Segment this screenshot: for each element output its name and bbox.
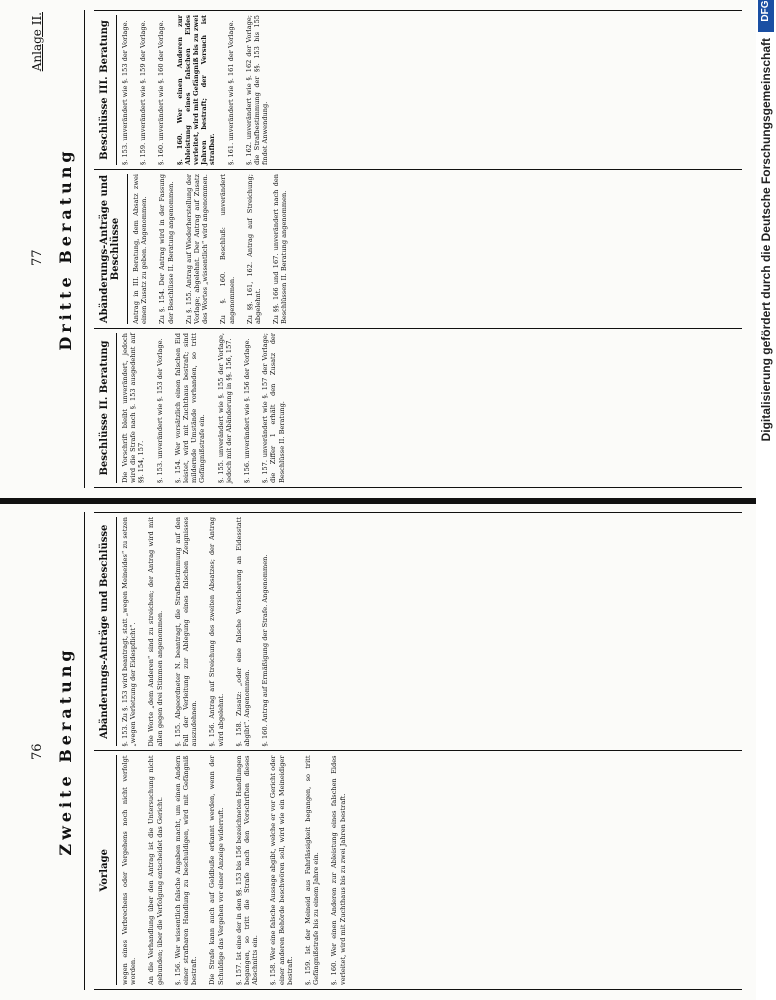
text-entry: §. 160. unverändert wie §. 160 der Vorlage. (157, 20, 166, 165)
page-divider (0, 498, 760, 504)
watermark-text: Digitalisierung gefördert durch die Deutsche Forschungsgemeinschaft (759, 38, 773, 442)
text-entry: Zu §§. 166 und 167. unverändert nach den Beschlüssen II. Beratung angenommen. (272, 174, 289, 324)
column-header: Beschlüsse II. Beratung (94, 333, 117, 483)
right-column-beschluesse-iii (94, 10, 742, 169)
left-column-vorlage (94, 751, 742, 990)
anlage-label: Anlage II. (30, 12, 44, 72)
text-entry: §. 162. unverändert wie §. 162 der Vorlage; die Strafbestimmung der §§. 153 bis 155 findet Anwendung. (244, 15, 270, 165)
column-header: Vorlage (94, 756, 117, 986)
right-columns (94, 10, 742, 488)
text-entry: Die Vorschrift bleibt unverändert, jedoch wird die Strafe nach §. 153 ausgedehnt auf §§. 154, 157. (121, 333, 146, 483)
text-entry: §. 157. Ist eine der in den §§. 153 bis 156 bezeichneten Handlungen begangen, so tritt die Strafe nach den Vorschriften dieses Abschnitts ein. (234, 755, 260, 985)
text-entry: §. 161. unverändert wie §. 161 der Vorlage. (226, 20, 235, 165)
right-column-antraege (94, 169, 742, 328)
text-entry: §. 156. unverändert wie §. 156 der Vorlage. (243, 338, 252, 483)
column-body (117, 756, 357, 986)
text-entry: Zu §. 160. Beschluß: unverändert angenommen. (219, 174, 236, 324)
left-section-title: Zweite Beratung (56, 646, 75, 856)
dfg-watermark-strip (756, 0, 776, 1000)
left-page (0, 502, 760, 1000)
column-header: Beschlüsse III. Beratung (94, 15, 117, 165)
column-body (117, 333, 296, 483)
text-entry: §. 159. Ist der Meineid aus Fahrlässigkeit begangen, so tritt Gefängnißstrafe bis zu einem Jahre ein. (304, 755, 321, 985)
text-entry: §. 160. Wer einen Anderen zur Ableistung eines falschen Eides verleitet, wird mit Gefängniß bis zu zwei Jahren bestraft; der Versuch ist strafbar. (175, 15, 217, 165)
text-entry: §. 153. Zu §. 153 wird beantragt, statt „wegen Meineides“ zu setzen „wegen Verletzung der Eidespflicht“. (121, 517, 138, 747)
watermark-text-container (756, 0, 776, 990)
text-entry: wegen eines Verbrechens oder Vergehens noch nicht verfolgt worden. (121, 755, 138, 985)
column-header: Abänderungs-Anträge und Beschlüsse (94, 517, 117, 747)
text-entry: §. 153. unverändert wie §. 153 der Vorlage. (155, 338, 164, 483)
right-page-number: 77 (30, 249, 45, 266)
text-entry: Zu §§. 161, 162. Antrag auf Streichung; abgelehnt. (245, 174, 263, 324)
left-column-antraege (94, 512, 742, 751)
text-entry: Antrag in III. Beratung, dem Absatz zwei einen Zusatz zu geben. Angenommen. (132, 174, 149, 324)
text-entry: An die Verhandlung über den Antrag ist die Untersuchung nicht gebunden; über die Verfolgung entscheidet das Gericht. (147, 755, 164, 985)
right-top-rule (84, 10, 85, 488)
text-entry: Die Strafe kann auch auf Geldbuße erkannt werden, wenn der Schuldige das Vergehen vor einer Anzeige widerruft. (208, 755, 225, 985)
text-entry: §. 156. Antrag auf Streichung des zweiten Absatzes; der Antrag wird abgelehnt. (208, 517, 225, 747)
text-entry: §. 159. unverändert wie §. 159 der Vorlage. (139, 20, 148, 165)
text-entry: §. 154. Wer vorsätzlich einen falschen Eid leistet, wird mit Zuchthaus bestraft; sind mildernde Umstände vorhanden, so tritt Gefängnißstrafe ein. (173, 333, 207, 483)
column-body (128, 174, 299, 324)
text-entry: §. 160. Wer einen Anderen zur Ableistung eines falschen Eides verleitet, wird mit Zuchthaus bis zu zwei Jahren bestraft. (330, 755, 347, 985)
right-column-beschluesse-ii (94, 328, 742, 487)
left-top-rule (84, 512, 85, 990)
column-body (117, 517, 279, 747)
text-entry: §. 153. unverändert wie §. 153 der Vorlage. (121, 20, 129, 165)
left-page-number: 76 (30, 743, 45, 760)
right-section-title: Dritte Beratung (56, 147, 75, 351)
left-columns (94, 512, 742, 990)
column-body (117, 15, 279, 165)
text-entry: §. 158. Zusatz: „oder eine falsche Versicherung an Eidesstatt abgibt“. Angenommen. (234, 517, 252, 747)
text-entry: §. 156. Wer wissentlich falsche Angaben macht, um einen Andern einer strafbaren Handlung zu beschuldigen, wird mit Gefängniß bestraft. (173, 755, 199, 985)
column-header: Abänderungs-Anträge und Beschlüsse (94, 174, 128, 324)
text-entry: Zu §. 154. Der Antrag wird in der Fassung der Beschlüsse II. Beratung angenommen. (158, 174, 175, 324)
text-entry: §. 158. Wer eine falsche Aussage abgibt, welche er vor Gericht oder einer anderen Behörde beschwören soll, wird wie ein Meineidiger bestraft. (269, 755, 294, 985)
text-entry: Zu §. 155. Antrag auf Wiederherstellung der Vorlage; abgelehnt. Der Antrag auf Zusatz des Wortes „wissentlich“ wird angenommen. (184, 174, 210, 324)
text-entry: §. 160. Antrag auf Ermäßigung der Strafe. Angenommen. (261, 554, 270, 747)
text-entry: §. 157. unverändert wie §. 157 der Vorlage; die Ziffer 1 erhält den Zusatz der Beschlüsse II. Beratung. (261, 333, 286, 483)
dfg-logo: DFG (758, 0, 774, 32)
text-entry: §. 155. unverändert wie §. 155 der Vorlage, jedoch mit der Abänderung in §§. 156, 157. (216, 333, 233, 483)
text-entry: Die Worte „dem Anderen“ sind zu streichen; der Antrag wird mit allen gegen drei Stimmen angenommen. (147, 517, 164, 747)
right-page (0, 0, 760, 498)
text-entry: §. 155. Abgeordneter N. beantragt, die Strafbestimmung auf den Fall der Verleitung zur Ablegung eines falschen Zeugnisses auszudehnen. (173, 517, 199, 747)
